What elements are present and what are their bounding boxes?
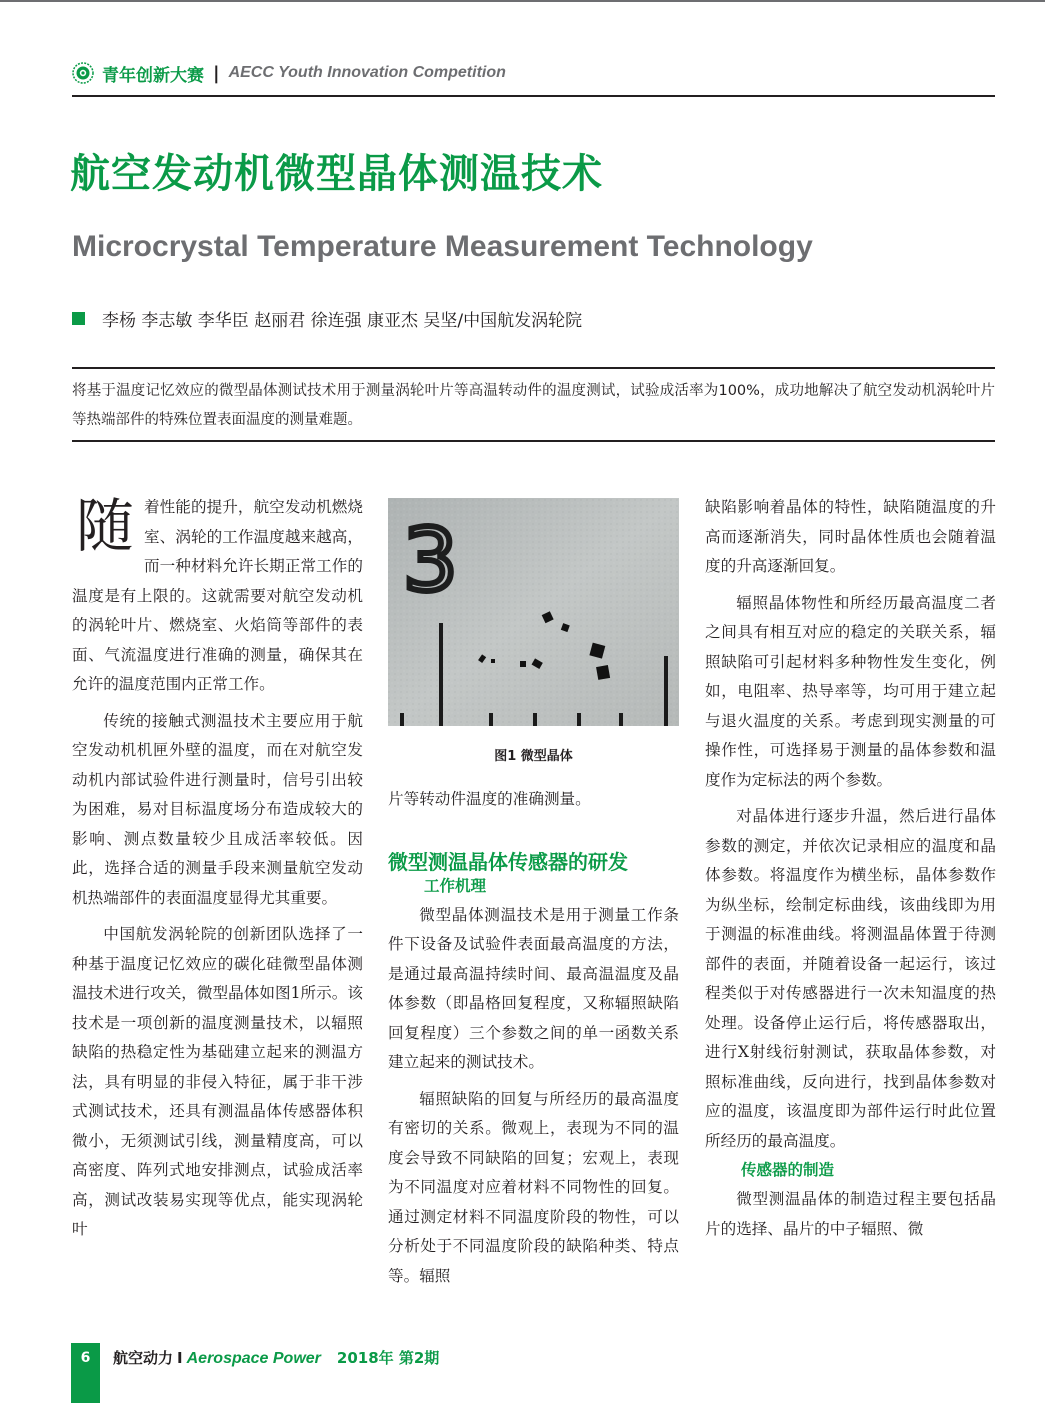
paragraph: 片等转动件温度的准确测量。 (388, 790, 591, 808)
subsection-heading: 传感器的制造 (741, 1161, 835, 1179)
author-line (72, 306, 582, 331)
paragraph: 辐照晶体物性和所经历最高温度二者之间具有相互对应的稳定的关联关系，辐照缺陷可引起材料多种物性发生变化，例如，电阻率、热导率等，均可用于建立起与退火温度的关系。考虑到现实测量的可操作性，可选择易于测量的晶体参数和温度作为定标法的两个参数。 (705, 593, 996, 789)
paragraph: 缺陷影响着晶体的特性，缺陷随温度的升高而逐渐消失，同时晶体性质也会随着温度的升高逐渐回复。 (705, 498, 996, 575)
microcrystal-photo-image (388, 498, 679, 726)
abstract-bottom-rule (72, 440, 995, 442)
subsection-heading: 工作机理 (424, 876, 487, 895)
paragraph: 微型测温晶体的制造过程主要包括晶片的选择、晶片的中子辐照、微 (705, 1190, 996, 1238)
page-number: 6 (80, 1350, 91, 1366)
footer-separator: I (177, 1349, 183, 1367)
paragraph-text: 着性能的提升，航空发动机燃烧室、涡轮的工作温度越来越高，而一种材料允许长期正常工作的温度是有上限的。这就需要对航空发动机的涡轮叶片、燃烧室、火焰筒等部件的表面、气流温度进行准确的测量，确保其在允许的温度范围内正常工作。 (72, 498, 363, 693)
top-border-line (0, 0, 1045, 2)
journal-issue: 2018年 第2期 (336, 1349, 440, 1367)
author-bullet-icon (72, 312, 85, 325)
journal-name-en: Aerospace Power (186, 1350, 321, 1367)
paragraph: 中国航发涡轮院的创新团队选择了一种基于温度记忆效应的碳化硅微型晶体测温技术进行攻关，微型晶体如图1所示。该技术是一项创新的温度测量技术，以辐照缺陷的热稳定性为基础建立起来的测温方法，具有明显的非侵入特征，属于非干涉式测试技术，还具有测温晶体传感器体积微小，无须测试引线，测量精度高，可以高密度、阵列式地安排测点，试验成活率高，测试改装易实现等优点，能实现涡轮叶 (72, 925, 363, 1238)
competition-emblem-icon (72, 62, 94, 84)
header-separator: | (213, 62, 220, 84)
authors-text: 李杨 李志敏 李华臣 赵丽君 徐连强 康亚杰 吴坚/中国航发涡轮院 (102, 311, 583, 331)
journal-name-cn: 航空动力 (113, 1349, 174, 1367)
paragraph (72, 493, 363, 700)
section-name-cn: 青年创新大赛 (102, 65, 204, 86)
figure-caption: 图1 微型晶体 (494, 749, 573, 764)
paragraph: 传统的接触式测温技术主要应用于航空发动机机匣外壁的温度，而在对航空发动机内部试验件进行测量时，信号引出较为困难，易对目标温度场分布造成较大的影响、测点数量较少且成活率较低。因此，选择合适的测量手段来测量航空发动机热端部件的表面温度显得尤其重要。 (72, 711, 363, 907)
body-column-3 (705, 493, 996, 1244)
body-column-1 (72, 493, 363, 1245)
ruler-scale-label: 3 (403, 511, 458, 611)
journal-footer (113, 1347, 439, 1368)
paragraph: 对晶体进行逐步升温，然后进行晶体参数的测定，并依次记录相应的温度和晶体参数。将温度作为横坐标，晶体参数作为纵坐标，绘制定标曲线，该曲线即为用于测温的标准曲线。将测温晶体置于待测部件的表面，并随着设备一起运行，该过程类似于对传感器进行一次未知温度的热处理。设备停止运行后，将传感器取出，进行X射线衍射测试，获取晶体参数，对照标准曲线，反向进行，找到晶体参数对应的温度，该温度即为部件运行时此位置所经历的最高温度。 (705, 807, 996, 1150)
abstract-top-rule (72, 367, 995, 369)
section-name-en: AECC Youth Innovation Competition (228, 64, 506, 81)
paragraph: 微型晶体测温技术是用于测量工作条件下设备及试验件表面最高温度的方法，是通过最高温持续时间、最高温温度及晶体参数（即晶格回复程度，又称辐照缺陷回复程度）三个参数之间的单一函数关系建立起来的测试技术。 (388, 905, 679, 1071)
drop-cap: 随 (76, 492, 135, 560)
section-heading: 微型测温晶体传感器的研发 (388, 849, 628, 874)
article-title-cn: 航空发动机微型晶体测温技术 (70, 151, 603, 197)
section-header (72, 58, 506, 88)
paragraph: 辐照缺陷的回复与所经历的最高温度有密切的关系。微观上，表现为不同的温度会导致不同缺陷的回复；宏观上，表现为不同温度对应着材料不同物性的回复。通过测定材料不同温度阶段的物性，可以分析处于不同温度阶段的缺陷种类、特点等。辐照 (388, 1089, 679, 1285)
figure-microcrystal-photo (388, 498, 679, 726)
abstract: 将基于温度记忆效应的微型晶体测试技术用于测量涡轮叶片等高温转动件的温度测试，试验成活率为100%，成功地解决了航空发动机涡轮叶片等热端部件的特殊位置表面温度的测量难题。 (72, 383, 995, 428)
article-title-en: Microcrystal Temperature Measurement Technology (72, 230, 813, 263)
body-column-2 (388, 785, 679, 1291)
header-divider (72, 95, 995, 97)
